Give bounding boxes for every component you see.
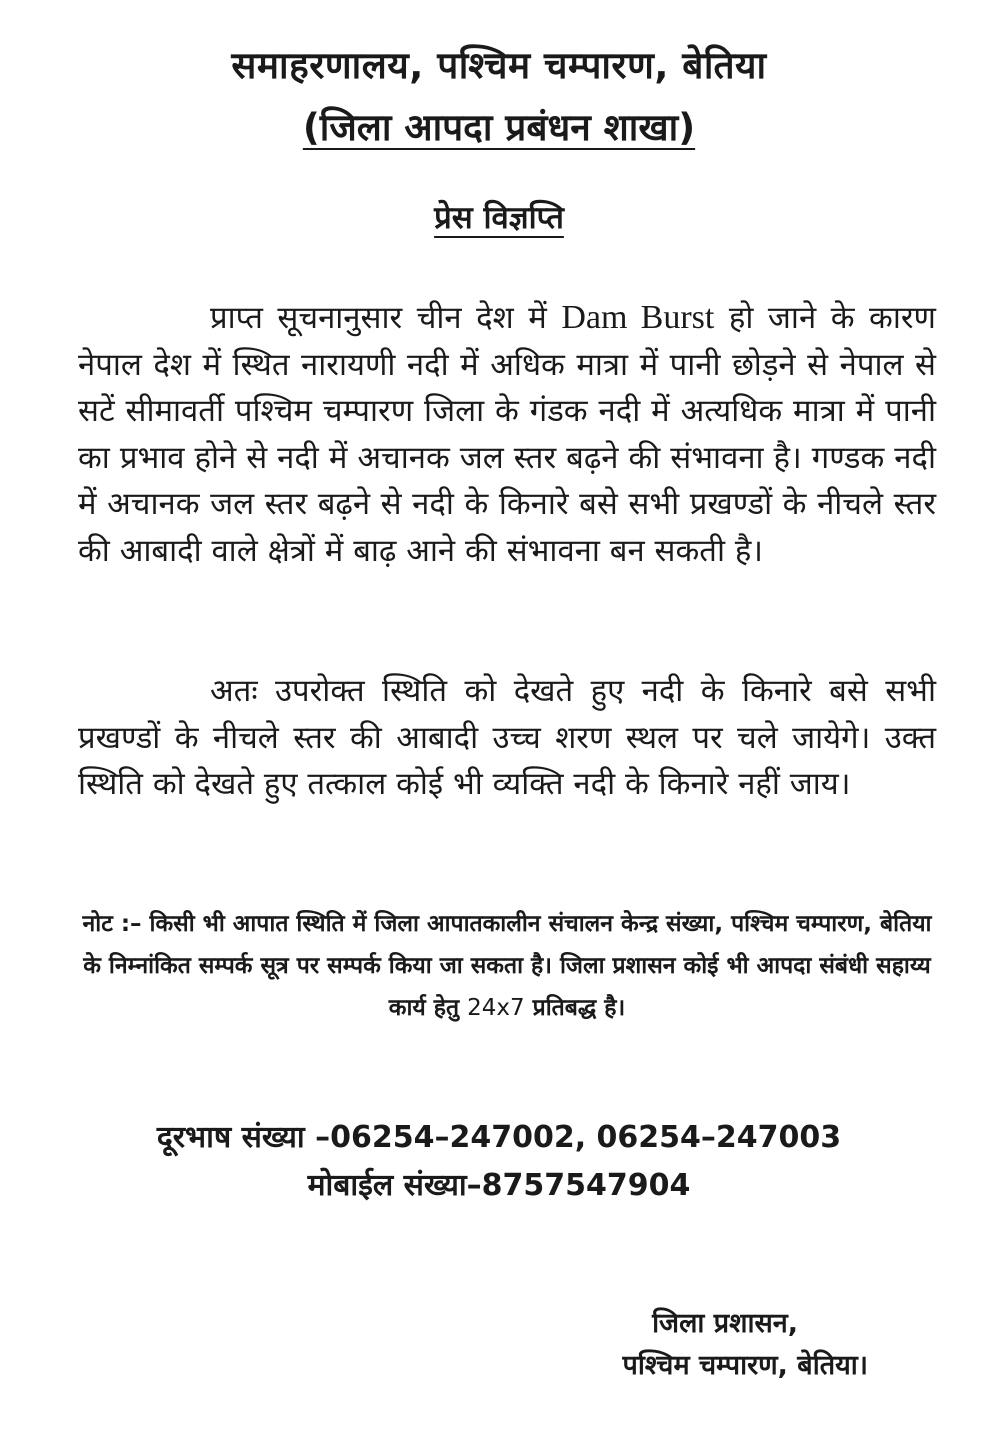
paragraph-1-english-term: Dam Burst [561,299,715,336]
branch-title [0,100,998,151]
body-paragraph-2: अतः उपरोक्त स्थिति को देखते हुए नदी के किनारे बसे सभी प्रखण्डों के नीचले स्तर की आबादी उच्च शरण स्थल पर चले जायेगे। उक्त स्थिति को देखते हुए तत्काल कोई भी व्यक्ति नदी के किनारे नहीं जाय। [78,673,936,802]
press-release-heading-text: प्रेस विज्ञप्ति [434,200,564,236]
branch-title-text: (जिला आपदा प्रबंधन शाखा) [302,106,696,149]
note-text-start: नोट :– किसी भी आपात स्थिति में जिला आपातकालीन संचालन केन्द्र संख्या, पश्चिम चम्पारण, बेतिया के निम्नांकित सम्पर्क सूत्र पर सम्पर्क किया जा सकता है। जिला प्रशासन कोई भी आपदा संबंधी सहाय्य कार्य हेतु [82,911,932,1021]
paragraph-1-start: प्राप्त सूचनानुसार चीन देश में [210,300,562,336]
telephone-numbers: दूरभाष संख्या –06254–247002, 06254–247003 [156,1120,842,1155]
note-hours: 24x7 [467,995,525,1021]
mobile-number: मोबाईल संख्या–8757547904 [307,1168,691,1203]
signature-line-2: पश्चिम चम्पारण, बेतिया। [622,1350,868,1381]
signature-line-1: जिला प्रशासन, [652,1308,798,1339]
body-paragraph-1 [78,295,936,574]
office-title: समाहरणालय, पश्चिम चम्पारण, बेतिया [231,44,767,87]
paragraph-1-end: हो जाने के कारण नेपाल देश में स्थित नारायणी नदी में अधिक मात्रा में पानी छोड़ने से नेपाल से सटें सीमावर्ती पश्चिम चम्पारण जिला के गंडक नदी में अत्यधिक मात्रा में पानी का प्रभाव होने से नदी में अचानक जल स्तर बढ़ने की संभावना है। गण्डक नदी में अचानक जल स्तर बढ़ने से नदी के किनारे बसे सभी प्रखण्डों के नीचले स्तर की आबादी वाले क्षेत्रों में बाढ़ आने की संभावना बन सकती है। [78,300,936,569]
note-block [78,903,936,1029]
press-release-heading [0,196,998,238]
note-text-end: प्रतिबद्ध है। [524,995,626,1021]
